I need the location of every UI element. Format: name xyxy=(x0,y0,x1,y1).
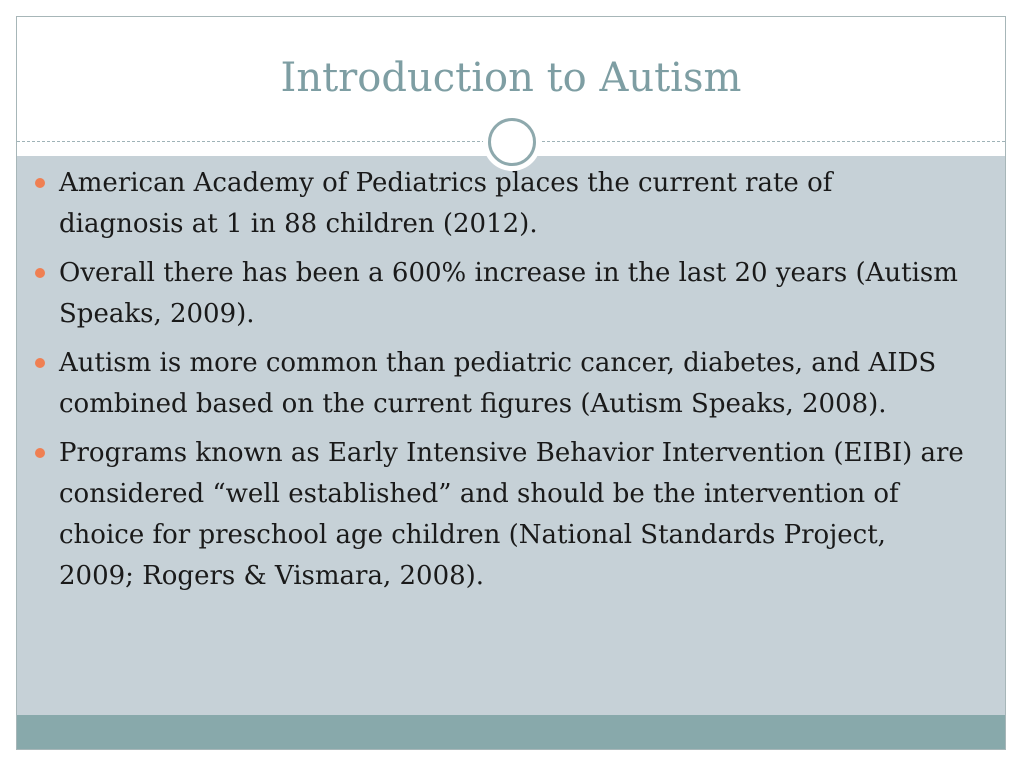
bullet-text: Overall there has been a 600% increase in the last 20 years (Autism Speaks, 2009). xyxy=(59,258,958,329)
bullet-text: American Academy of Pediatrics places the current rate of diagnosis at 1 in 88 children (2012). xyxy=(59,168,833,239)
bullet-item xyxy=(34,163,964,245)
bullet-dot-icon xyxy=(35,358,45,368)
bullet-dot-icon xyxy=(35,448,45,458)
ring-icon xyxy=(488,118,536,166)
bullet-item xyxy=(34,253,964,335)
footer-bar xyxy=(17,715,1005,750)
bullet-list xyxy=(34,163,964,605)
bullet-dot-icon xyxy=(35,268,45,278)
bullet-text: Programs known as Early Intensive Behavior Intervention (EIBI) are considered “well established” and should be the intervention of choice for preschool age children (National Standards Project, 2009; Rogers & Vismara, 2008). xyxy=(59,438,964,591)
bullet-item xyxy=(34,343,964,425)
bullet-item xyxy=(34,433,964,597)
slide-title: Introduction to Autism xyxy=(280,55,742,101)
bullet-dot-icon xyxy=(35,178,45,188)
bullet-text: Autism is more common than pediatric cancer, diabetes, and AIDS combined based on the current figures (Autism Speaks, 2008). xyxy=(59,348,937,419)
